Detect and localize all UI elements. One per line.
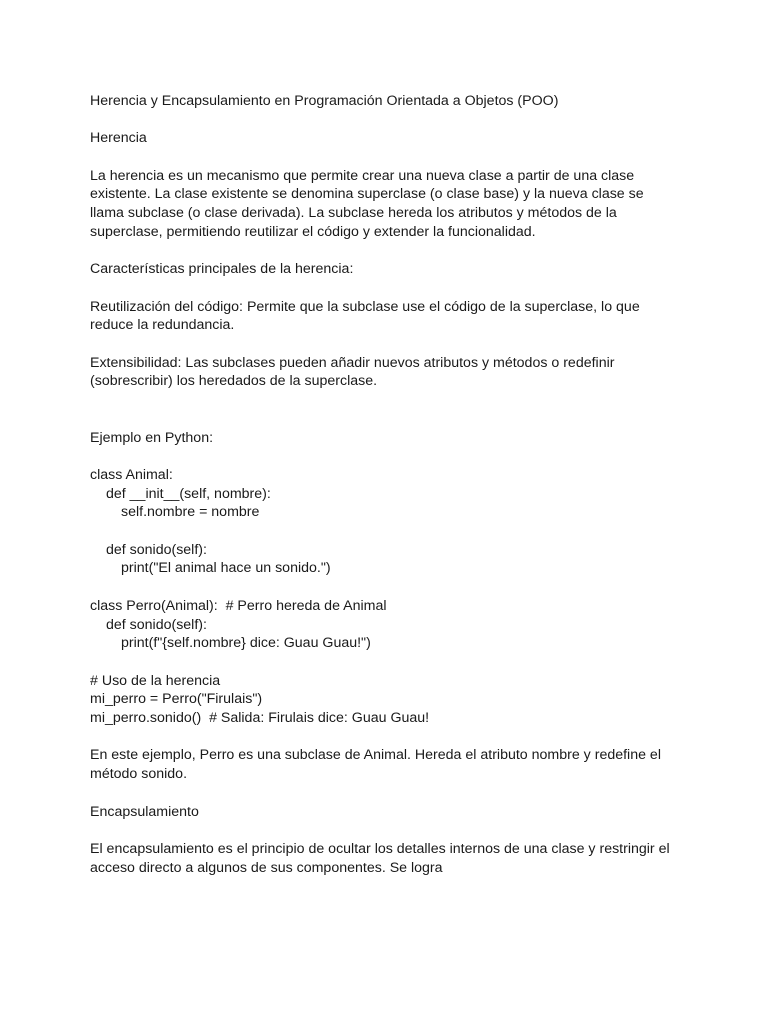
- example-heading: Ejemplo en Python:: [90, 429, 214, 446]
- code-line: self.nombre = nombre: [121, 504, 260, 521]
- paragraph-encapsulamiento-definition: El encapsulamiento es el principio de ocultar los detalles internos de una clase y restringir el acceso directo a algunos de sus componentes. Se logra: [90, 840, 670, 876]
- code-line: def sonido(self):: [106, 541, 207, 558]
- spacer: [90, 728, 680, 747]
- section-heading-encapsulamiento: Encapsulamiento: [90, 803, 199, 820]
- feature-reutilizacion: Reutilización del código: Permite que la subclase use el código de la superclase, lo que reduce la redundancia.: [90, 298, 640, 334]
- paragraph-herencia-definition: La herencia es un mecanismo que permite crear una nueva clase a partir de una clase existente. La clase existente se denomina superclase (o clase base) y la nueva clase se llama subclase (o clase derivada). La subclase hereda los atributos y métodos de la superclase, permitiendo reutilizar el código y extender la funcionalidad.: [90, 167, 644, 240]
- code-line: class Perro(Animal): # Perro hereda de Animal: [90, 597, 387, 614]
- feature-extensibilidad: Extensibilidad: Las subclases pueden añadir nuevos atributos y métodos o redefinir (sobrescribir) los heredados de la superclase.: [90, 354, 615, 390]
- code-line: def sonido(self):: [106, 616, 207, 633]
- spacer: [90, 653, 680, 672]
- paragraph-example-explanation: En este ejemplo, Perro es una subclase de Animal. Hereda el atributo nombre y redefine el método sonido.: [90, 747, 661, 783]
- code-line: mi_perro = Perro("Firulais"): [90, 691, 263, 708]
- code-line: class Animal:: [90, 466, 173, 483]
- features-heading: Características principales de la herencia:: [90, 261, 354, 278]
- code-line: def __init__(self, nombre):: [106, 485, 271, 502]
- spacer: [90, 578, 680, 597]
- document-body: [90, 92, 680, 896]
- section-heading-herencia: Herencia: [90, 130, 147, 147]
- spacer: [90, 522, 680, 541]
- spacer: [90, 410, 680, 429]
- document-title: Herencia y Encapsulamiento en Programación Orientada a Objetos (POO): [90, 93, 559, 109]
- code-line: print(f"{self.nombre} dice: Guau Guau!"): [121, 635, 371, 652]
- code-block: [90, 466, 680, 728]
- code-line: mi_perro.sonido() # Salida: Firulais dice: Guau Guau!: [90, 710, 430, 727]
- code-line: print("El animal hace un sonido."): [121, 560, 331, 577]
- code-line: # Uso de la herencia: [90, 672, 221, 689]
